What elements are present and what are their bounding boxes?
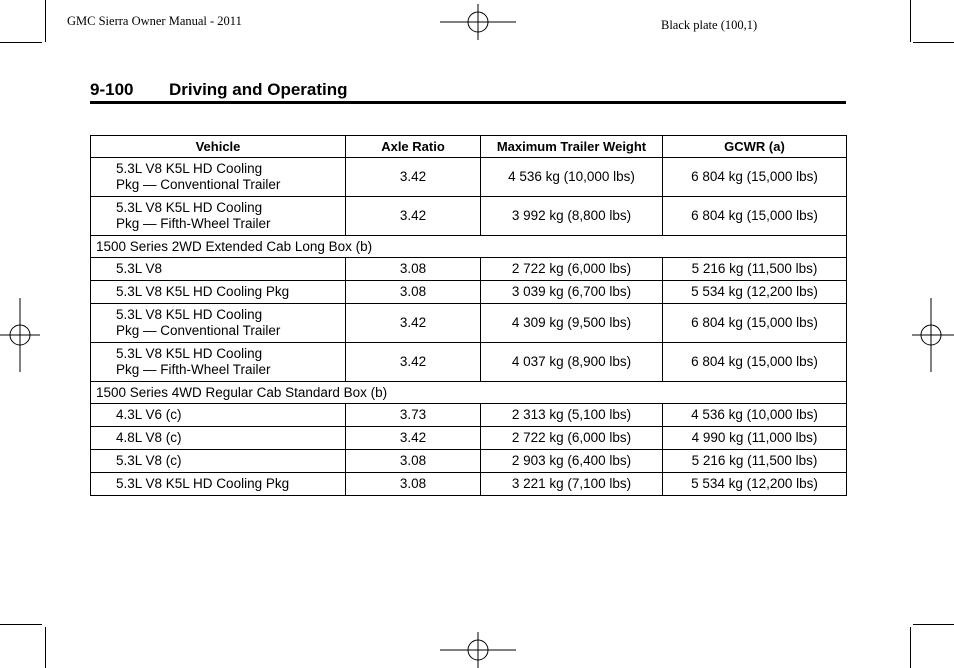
table-row — [91, 258, 847, 281]
table-row — [91, 281, 847, 304]
group-label: 1500 Series 2WD Extended Cab Long Box (b) — [91, 236, 847, 258]
vehicle-line: 5.3L V8 K5L HD Cooling Pkg — [116, 284, 290, 299]
manual-title: GMC Sierra Owner Manual - 2011 — [67, 14, 242, 28]
vehicle-line: 4.3L V6 (c) — [116, 407, 182, 422]
axle-ratio-cell: 3.42 — [346, 304, 481, 343]
vehicle-line: 5.3L V8 K5L HD Cooling Pkg — [116, 476, 290, 491]
vehicle-cell — [91, 197, 346, 236]
max-trailer-weight-cell: 2 313 kg (5,100 lbs) — [481, 404, 663, 427]
max-trailer-weight-cell: 2 722 kg (6,000 lbs) — [481, 258, 663, 281]
vehicle-cell — [91, 258, 346, 281]
max-trailer-weight-cell: 3 039 kg (6,700 lbs) — [481, 281, 663, 304]
vehicle-cell — [91, 343, 346, 382]
vehicle-line: 5.3L V8 (c) — [116, 453, 182, 468]
vehicle-line: Pkg — Fifth-Wheel Trailer — [116, 362, 271, 377]
vehicle-line: 5.3L V8 K5L HD Cooling — [116, 307, 263, 322]
section-heading — [90, 80, 846, 104]
max-trailer-weight-cell: 4 309 kg (9,500 lbs) — [481, 304, 663, 343]
page-number: 9-100 — [90, 80, 134, 99]
gcwr-cell: 6 804 kg (15,000 lbs) — [663, 197, 847, 236]
max-trailer-weight-cell: 2 722 kg (6,000 lbs) — [481, 427, 663, 450]
column-header-gcwr: GCWR (a) — [663, 136, 847, 158]
max-trailer-weight-cell: 3 221 kg (7,100 lbs) — [481, 473, 663, 496]
table-group-row — [91, 382, 847, 404]
vehicle-cell — [91, 473, 346, 496]
vehicle-cell — [91, 404, 346, 427]
table-row — [91, 304, 847, 343]
table-row — [91, 473, 847, 496]
axle-ratio-cell: 3.08 — [346, 258, 481, 281]
gcwr-cell: 5 534 kg (12,200 lbs) — [663, 473, 847, 496]
axle-ratio-cell: 3.42 — [346, 197, 481, 236]
gcwr-cell: 6 804 kg (15,000 lbs) — [663, 343, 847, 382]
crop-mark — [0, 42, 42, 43]
table-row — [91, 450, 847, 473]
table-body — [91, 158, 847, 496]
group-label: 1500 Series 4WD Regular Cab Standard Box (b) — [91, 382, 847, 404]
vehicle-line: 5.3L V8 K5L HD Cooling — [116, 346, 263, 361]
vehicle-line: 4.8L V8 (c) — [116, 430, 182, 445]
plate-info: Black plate (100,1) — [661, 18, 758, 32]
gcwr-cell: 4 990 kg (11,000 lbs) — [663, 427, 847, 450]
gcwr-cell: 6 804 kg (15,000 lbs) — [663, 158, 847, 197]
vehicle-line: Pkg — Conventional Trailer — [116, 323, 281, 338]
trailer-weight-table — [90, 135, 847, 496]
vehicle-cell — [91, 450, 346, 473]
crop-mark — [45, 0, 46, 42]
gcwr-cell: 5 216 kg (11,500 lbs) — [663, 450, 847, 473]
vehicle-cell — [91, 427, 346, 450]
vehicle-line: 5.3L V8 K5L HD Cooling — [116, 161, 263, 176]
max-trailer-weight-cell: 3 992 kg (8,800 lbs) — [481, 197, 663, 236]
axle-ratio-cell: 3.42 — [346, 158, 481, 197]
crop-mark — [45, 627, 46, 668]
crop-mark — [913, 624, 954, 625]
axle-ratio-cell: 3.08 — [346, 281, 481, 304]
gcwr-cell: 5 216 kg (11,500 lbs) — [663, 258, 847, 281]
table-row — [91, 427, 847, 450]
crop-mark — [910, 627, 911, 668]
table-row — [91, 343, 847, 382]
max-trailer-weight-cell: 4 536 kg (10,000 lbs) — [481, 158, 663, 197]
gcwr-cell: 5 534 kg (12,200 lbs) — [663, 281, 847, 304]
registration-mark-icon — [0, 298, 40, 372]
axle-ratio-cell: 3.73 — [346, 404, 481, 427]
gcwr-cell: 4 536 kg (10,000 lbs) — [663, 404, 847, 427]
crop-mark — [913, 42, 954, 43]
table-header-row — [91, 136, 847, 158]
vehicle-cell — [91, 158, 346, 197]
vehicle-line: 5.3L V8 — [116, 261, 163, 276]
axle-ratio-cell: 3.42 — [346, 343, 481, 382]
table-row — [91, 404, 847, 427]
registration-mark-icon — [912, 298, 954, 372]
axle-ratio-cell: 3.08 — [346, 473, 481, 496]
section-title: Driving and Operating — [169, 80, 348, 99]
gcwr-cell: 6 804 kg (15,000 lbs) — [663, 304, 847, 343]
vehicle-cell — [91, 281, 346, 304]
vehicle-line: 5.3L V8 K5L HD Cooling — [116, 200, 263, 215]
max-trailer-weight-cell: 2 903 kg (6,400 lbs) — [481, 450, 663, 473]
table-row — [91, 197, 847, 236]
column-header-vehicle: Vehicle — [91, 136, 346, 158]
vehicle-line: Pkg — Conventional Trailer — [116, 177, 281, 192]
table-row — [91, 158, 847, 197]
registration-mark-icon — [440, 632, 516, 668]
crop-mark — [0, 624, 42, 625]
axle-ratio-cell: 3.08 — [346, 450, 481, 473]
vehicle-cell — [91, 304, 346, 343]
crop-mark — [910, 0, 911, 42]
column-header-axle-ratio: Axle Ratio — [346, 136, 481, 158]
vehicle-line: Pkg — Fifth-Wheel Trailer — [116, 216, 271, 231]
axle-ratio-cell: 3.42 — [346, 427, 481, 450]
table-group-row — [91, 236, 847, 258]
column-header-max-trailer-weight: Maximum Trailer Weight — [481, 136, 663, 158]
max-trailer-weight-cell: 4 037 kg (8,900 lbs) — [481, 343, 663, 382]
registration-mark-icon — [440, 4, 516, 40]
